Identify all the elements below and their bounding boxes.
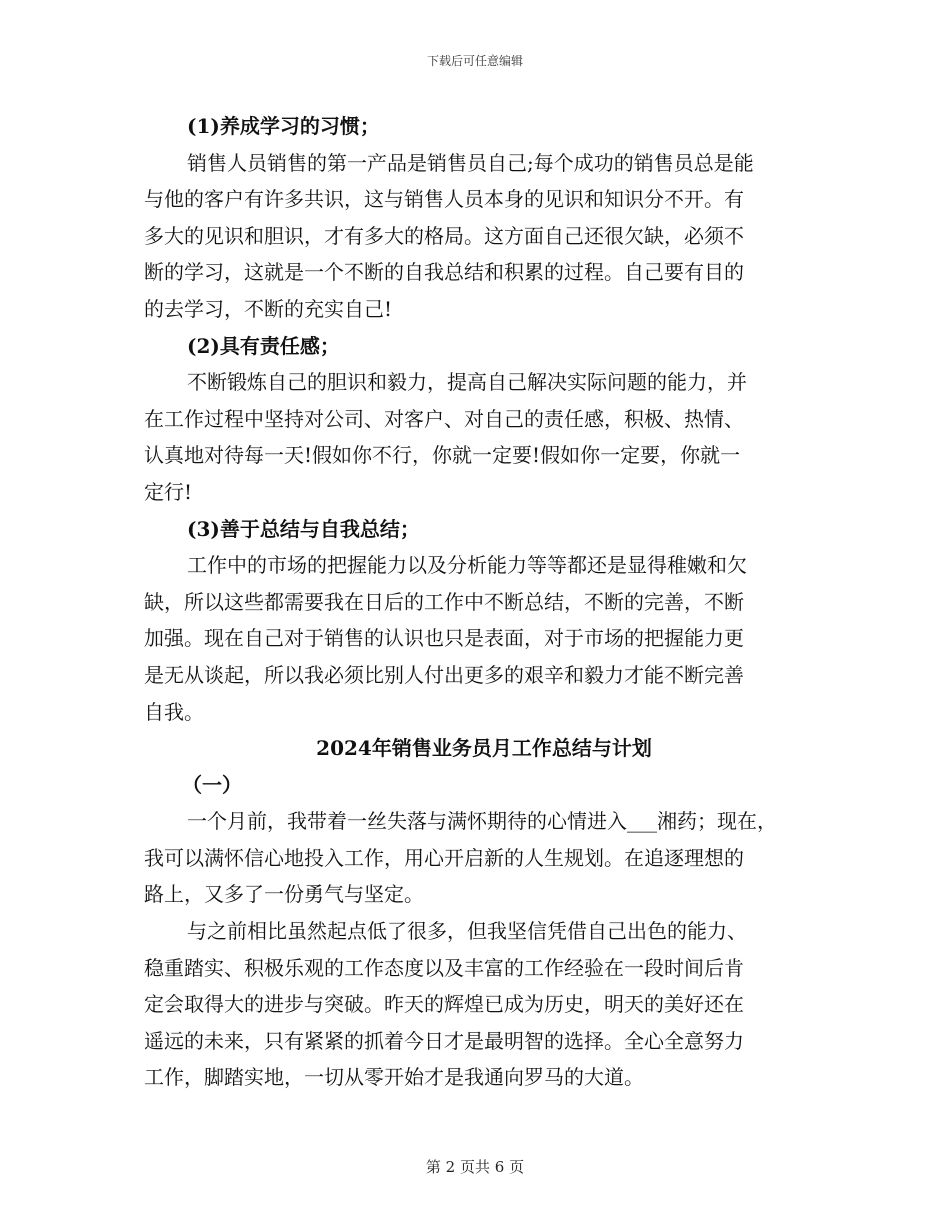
page-header: 下载后可任意编辑 — [426, 54, 523, 68]
paragraph-line: 定行! — [144, 479, 193, 504]
paragraph-line: 销售人员销售的第一产品是销售员自己;每个成功的销售员总是能 — [187, 150, 754, 175]
section-number: （一） — [182, 772, 242, 797]
paragraph-line: 与他的客户有许多共识，这与销售人员本身的见识和知识分不开。有 — [144, 187, 744, 212]
heading-responsibility: (2)具有责任感； — [187, 333, 340, 358]
paragraph-line: 自我。 — [144, 699, 204, 724]
paragraph-line: 在工作过程中坚持对公司、对客户、对自己的责任感，积极、热情、 — [144, 406, 744, 431]
paragraph-line: 工作，脚踏实地，一切从零开始才是我通向罗马的大道。 — [144, 1065, 644, 1090]
section-title: 2024年销售业务员月工作总结与计划 — [316, 736, 652, 761]
paragraph-line: 断的学习，这就是一个不断的自我总结和积累的过程。自己要有目的 — [144, 260, 744, 285]
paragraph-line: 是无从谈起，所以我必须比别人付出更多的艰辛和毅力才能不断完善 — [144, 662, 744, 687]
paragraph-line: 不断锻炼自己的胆识和毅力，提高自己解决实际问题的能力，并 — [187, 370, 747, 395]
document-body — [144, 108, 824, 1096]
paragraph-line: 多大的见识和胆识，才有多大的格局。这方面自己还很欠缺，必须不 — [144, 223, 744, 248]
heading-summarize: (3)善于总结与自我总结； — [187, 516, 420, 541]
paragraph-line: 认真地对待每一天!假如你不行，你就一定要!假如你一定要，你就一 — [144, 443, 741, 468]
paragraph-line: 工作中的市场的把握能力以及分析能力等等都还是显得稚嫩和欠 — [187, 553, 747, 578]
paragraph-line: 稳重踏实、积极乐观的工作态度以及丰富的工作经验在一段时间后肯 — [144, 955, 744, 980]
paragraph-line: 一个月前，我带着一丝失落与满怀期待的心情进入___湘药；现在， — [187, 809, 777, 834]
paragraph-line: 我可以满怀信心地投入工作，用心开启新的人生规划。在追逐理想的 — [144, 845, 744, 870]
paragraph-line: 缺，所以这些都需要我在日后的工作中不断总结，不断的完善，不断 — [144, 589, 744, 614]
paragraph-line: 遥远的未来，只有紧紧的抓着今日才是最明智的选择。全心全意努力 — [144, 1028, 744, 1053]
paragraph-line: 加强。现在自己对于销售的认识也只是表面，对于市场的把握能力更 — [144, 626, 744, 651]
paragraph-line: 定会取得大的进步与突破。昨天的辉煌已成为历史，明天的美好还在 — [144, 992, 744, 1017]
paragraph-line: 与之前相比虽然起点低了很多，但我坚信凭借自己出色的能力、 — [187, 919, 747, 944]
paragraph-line: 的去学习，不断的充实自己! — [144, 296, 393, 321]
heading-habit-of-learning: (1)养成学习的习惯； — [187, 114, 380, 138]
paragraph-line: 路上，又多了一份勇气与坚定。 — [144, 882, 424, 907]
page-footer: 第 2 页共 6 页 — [425, 1158, 525, 1176]
